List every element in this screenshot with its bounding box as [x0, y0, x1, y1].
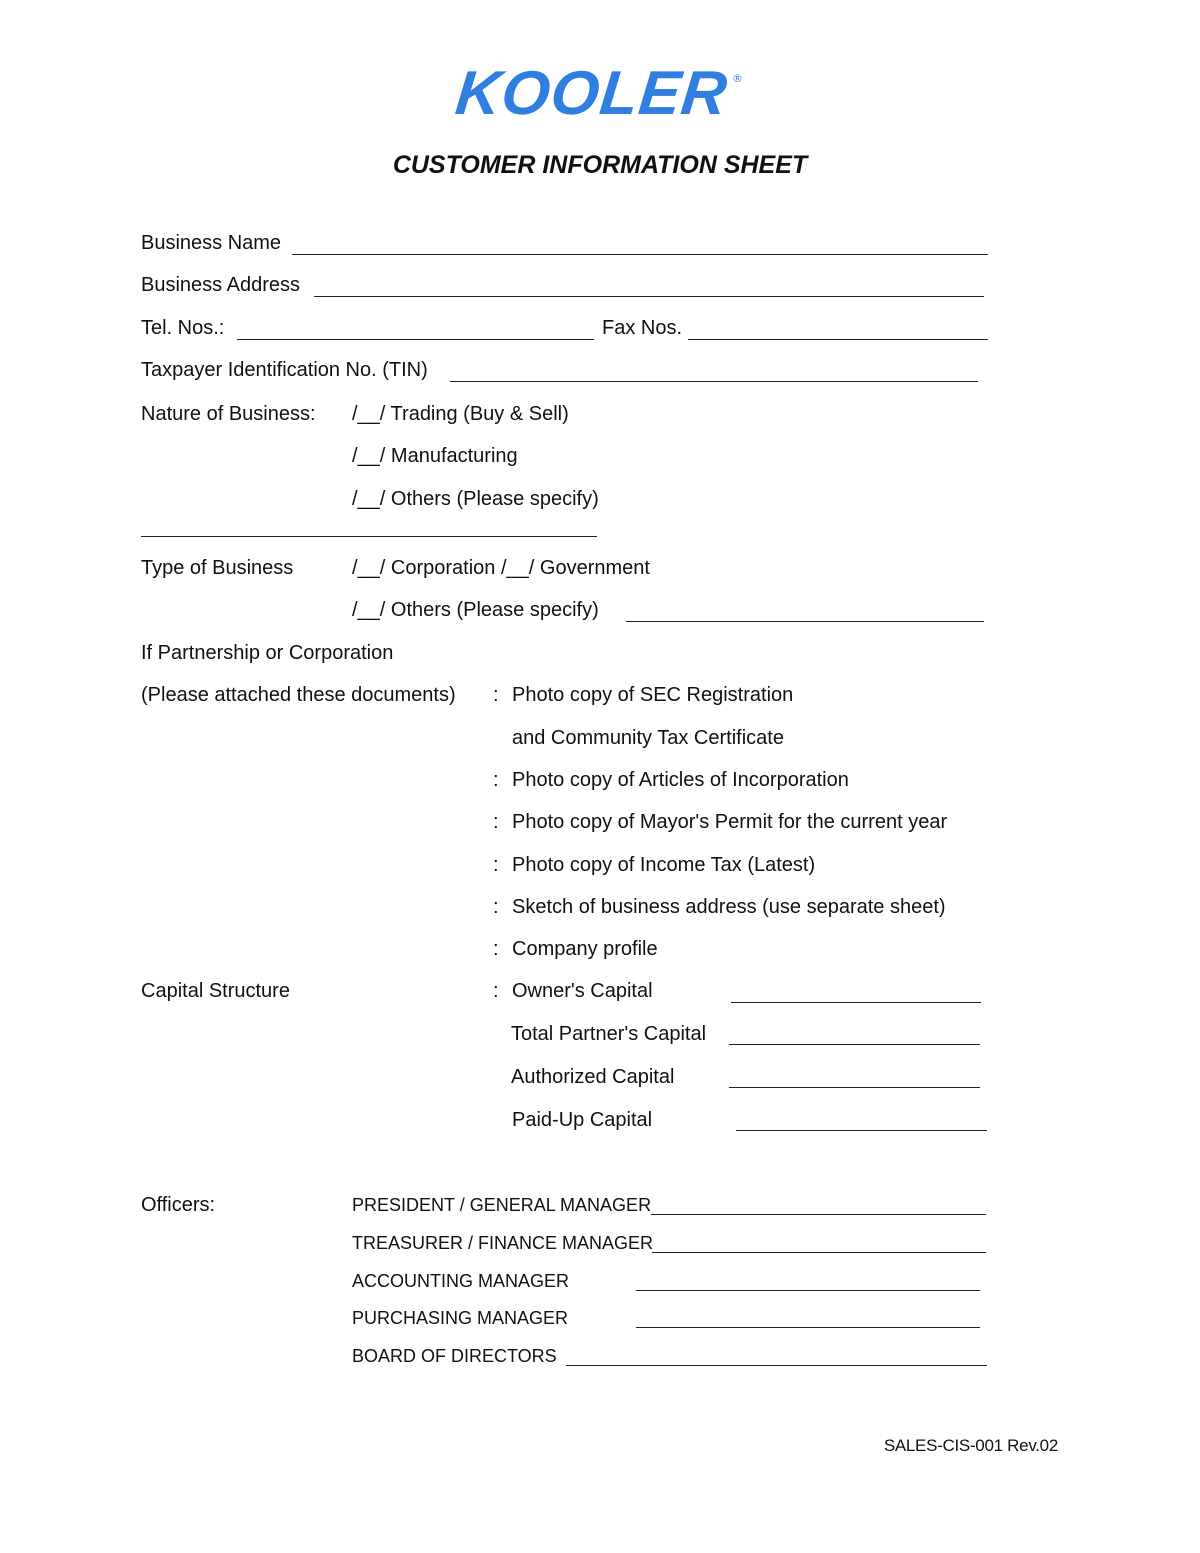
- colon: :: [493, 769, 499, 791]
- document-item: Company profile: [512, 938, 658, 960]
- business-name-field[interactable]: [292, 254, 988, 255]
- officer-role-president: PRESIDENT / GENERAL MANAGER: [352, 1195, 652, 1215]
- nature-others-specify-field[interactable]: [141, 536, 597, 537]
- document-item: and Community Tax Certificate: [512, 727, 784, 749]
- authorized-capital-label: Authorized Capital: [511, 1066, 675, 1088]
- document-item: Photo copy of Articles of Incorporation: [512, 769, 849, 791]
- colon: :: [493, 811, 499, 833]
- nature-of-business-label: Nature of Business:: [141, 403, 316, 425]
- officers-label: Officers:: [141, 1194, 216, 1216]
- colon: :: [493, 980, 499, 1002]
- logo-text: KOOLER: [452, 59, 731, 128]
- nature-option-manufacturing[interactable]: /__/ Manufacturing: [352, 445, 518, 467]
- officer-role-accounting: ACCOUNTING MANAGER: [352, 1271, 570, 1291]
- documents-label: (Please attached these documents): [141, 684, 456, 706]
- tin-field[interactable]: [450, 381, 978, 382]
- partners-capital-field[interactable]: [729, 1044, 980, 1045]
- business-address-label: Business Address: [141, 274, 300, 296]
- nature-option-trading[interactable]: /__/ Trading (Buy & Sell): [352, 403, 569, 425]
- type-options-corporation-government[interactable]: /__/ Corporation /__/ Government: [352, 557, 650, 579]
- fax-nos-label: Fax Nos.: [602, 317, 683, 339]
- partners-capital-label: Total Partner's Capital: [511, 1023, 707, 1045]
- registered-mark: ®: [732, 72, 743, 85]
- business-address-field[interactable]: [314, 296, 984, 297]
- type-of-business-label: Type of Business: [141, 557, 294, 579]
- treasurer-field[interactable]: [652, 1252, 986, 1253]
- officer-role-treasurer: TREASURER / FINANCE MANAGER: [352, 1233, 654, 1253]
- document-code: SALES-CIS-001 Rev.02: [883, 1436, 1058, 1455]
- paid-up-capital-field[interactable]: [736, 1130, 987, 1131]
- accounting-manager-field[interactable]: [636, 1290, 980, 1291]
- partnership-heading: If Partnership or Corporation: [141, 642, 394, 664]
- fax-nos-field[interactable]: [688, 339, 988, 340]
- owners-capital-field[interactable]: [731, 1002, 981, 1003]
- paid-up-capital-label: Paid-Up Capital: [512, 1109, 653, 1131]
- tel-nos-field[interactable]: [237, 339, 594, 340]
- kooler-logo: [452, 59, 756, 128]
- colon: :: [493, 854, 499, 876]
- document-item: Photo copy of SEC Registration: [512, 684, 794, 706]
- authorized-capital-field[interactable]: [729, 1087, 980, 1088]
- president-field[interactable]: [651, 1214, 986, 1215]
- officer-role-board: BOARD OF DIRECTORS: [352, 1346, 557, 1366]
- owners-capital-label: Owner's Capital: [512, 980, 653, 1002]
- officer-role-purchasing: PURCHASING MANAGER: [352, 1308, 569, 1328]
- colon: :: [493, 938, 499, 960]
- board-of-directors-field[interactable]: [566, 1365, 987, 1366]
- document-item: Photo copy of Mayor's Permit for the current year: [512, 811, 948, 833]
- capital-structure-label: Capital Structure: [141, 980, 290, 1002]
- document-item: Photo copy of Income Tax (Latest): [512, 854, 816, 876]
- colon: :: [493, 684, 499, 706]
- nature-option-others[interactable]: /__/ Others (Please specify): [352, 488, 599, 510]
- tin-label: Taxpayer Identification No. (TIN): [141, 359, 428, 381]
- page-title: CUSTOMER INFORMATION SHEET: [392, 151, 808, 179]
- type-option-others[interactable]: /__/ Others (Please specify): [352, 599, 599, 621]
- tel-nos-label: Tel. Nos.:: [141, 317, 225, 339]
- document-item: Sketch of business address (use separate sheet): [512, 896, 946, 918]
- business-name-label: Business Name: [141, 232, 282, 254]
- colon: :: [493, 896, 499, 918]
- purchasing-manager-field[interactable]: [636, 1327, 980, 1328]
- type-others-specify-field[interactable]: [626, 621, 984, 622]
